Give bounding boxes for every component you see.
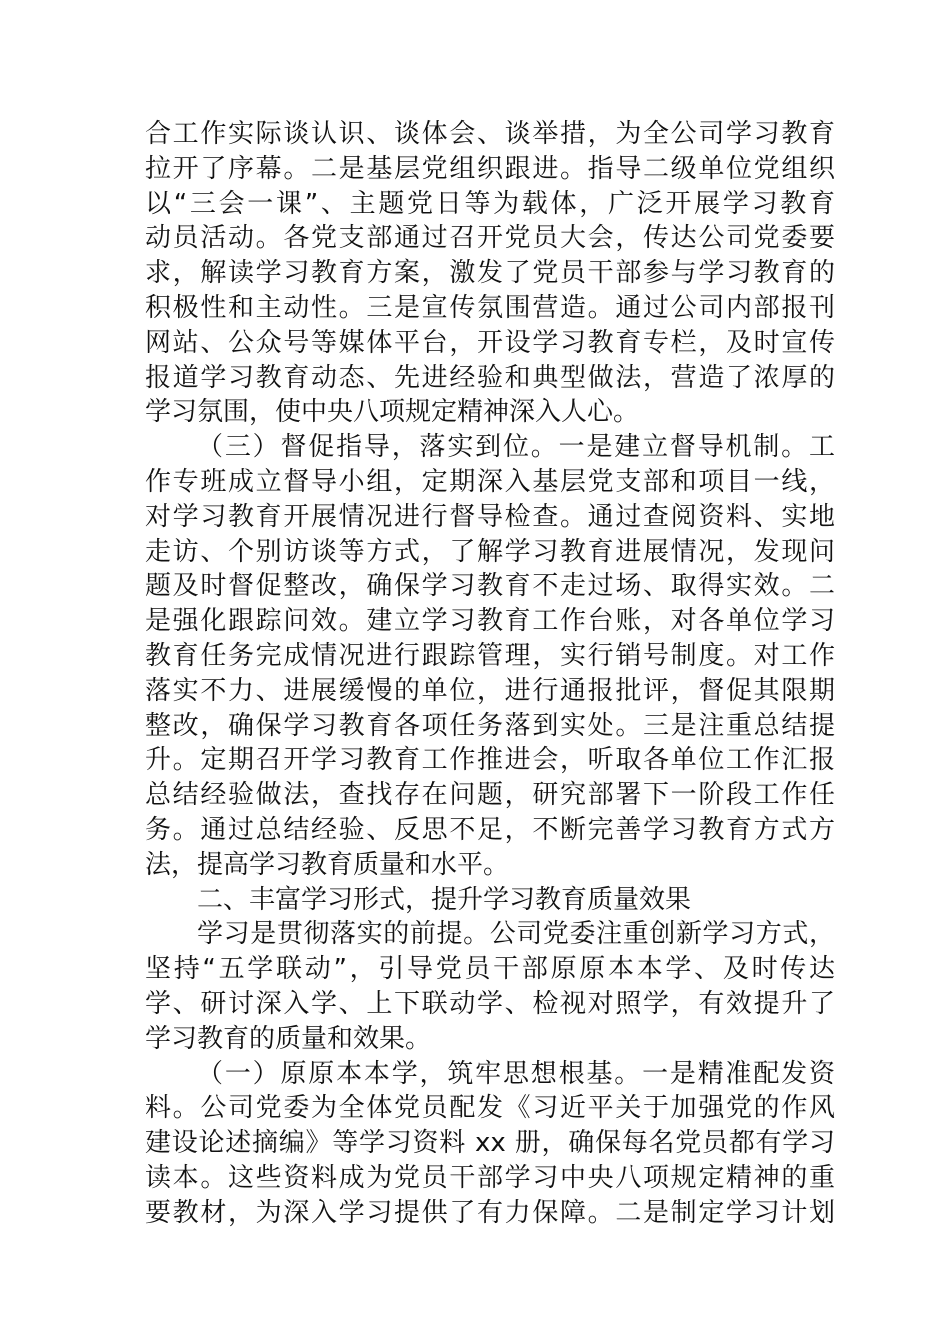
text-line: 升。定期召开学习教育工作推进会，听取各单位工作汇报 bbox=[145, 745, 835, 776]
text-line: 是强化跟踪问效。建立学习教育工作台账，对各单位学习 bbox=[145, 606, 835, 637]
text-line: 拉开了序幕。二是基层党组织跟进。指导二级单位党组织 bbox=[145, 153, 835, 184]
text-line: 学习是贯彻落实的前提。公司党委注重创新学习方式， bbox=[197, 919, 835, 950]
text-line: 二、丰富学习形式，提升学习教育质量效果 bbox=[197, 884, 692, 915]
text-line: 网站、公众号等媒体平台，开设学习教育专栏，及时宣传 bbox=[145, 327, 835, 358]
text-line: 学习教育的质量和效果。 bbox=[145, 1023, 432, 1054]
text-line: （三）督促指导，落实到位。一是建立督导机制。工 bbox=[197, 432, 835, 463]
text-line: 学习氛围，使中央八项规定精神深入人心。 bbox=[145, 397, 640, 428]
text-line: 总结经验做法，查找存在问题，研究部署下一阶段工作任 bbox=[145, 780, 835, 811]
text-line: 务。通过总结经验、反思不足，不断完善学习教育方式方 bbox=[145, 814, 835, 845]
text-line: 料。公司党委为全体党员配发《习近平关于加强党的作风 bbox=[145, 1093, 835, 1124]
text-line: 法，提高学习教育质量和水平。 bbox=[145, 849, 510, 880]
text-line: 坚持“五学联动”，引导党员干部原原本本学、及时传达 bbox=[145, 954, 835, 985]
text-line: 教育任务完成情况进行跟踪管理，实行销号制度。对工作 bbox=[145, 640, 835, 671]
text-line: 落实不力、进展缓慢的单位，进行通报批评，督促其限期 bbox=[145, 675, 835, 706]
text-line: 动员活动。各党支部通过召开党员大会，传达公司党委要 bbox=[145, 223, 835, 254]
text-line: 学、研讨深入学、上下联动学、检视对照学，有效提升了 bbox=[145, 988, 835, 1019]
text-line: 报道学习教育动态、先进经验和典型做法，营造了浓厚的 bbox=[145, 362, 835, 393]
text-line: 求，解读学习教育方案，激发了党员干部参与学习教育的 bbox=[145, 258, 835, 289]
text-line: 读本。这些资料成为党员干部学习中央八项规定精神的重 bbox=[145, 1162, 835, 1193]
text-line: 整改，确保学习教育各项任务落到实处。三是注重总结提 bbox=[145, 710, 835, 741]
text-line: 作专班成立督导小组，定期深入基层党支部和项目一线， bbox=[145, 466, 835, 497]
text-line: （一）原原本本学，筑牢思想根基。一是精准配发资 bbox=[197, 1058, 835, 1089]
text-line: 要教材，为深入学习提供了有力保障。二是制定学习计划 bbox=[145, 1197, 835, 1228]
text-line: 题及时督促整改，确保学习教育不走过场、取得实效。二 bbox=[145, 571, 835, 602]
text-line: 积极性和主动性。三是宣传氛围营造。通过公司内部报刊 bbox=[145, 292, 835, 323]
body-text bbox=[145, 117, 835, 1231]
text-line: 以“三会一课”、主题党日等为载体，广泛开展学习教育 bbox=[145, 188, 835, 219]
text-line: 走访、个别访谈等方式，了解学习教育进展情况，发现问 bbox=[145, 536, 835, 567]
text-line: 对学习教育开展情况进行督导检查。通过查阅资料、实地 bbox=[145, 501, 835, 532]
text-line: 建设论述摘编》等学习资料 xx 册，确保每名党员都有学习 bbox=[145, 1128, 835, 1159]
text-line: 合工作实际谈认识、谈体会、谈举措，为全公司学习教育 bbox=[145, 119, 835, 149]
